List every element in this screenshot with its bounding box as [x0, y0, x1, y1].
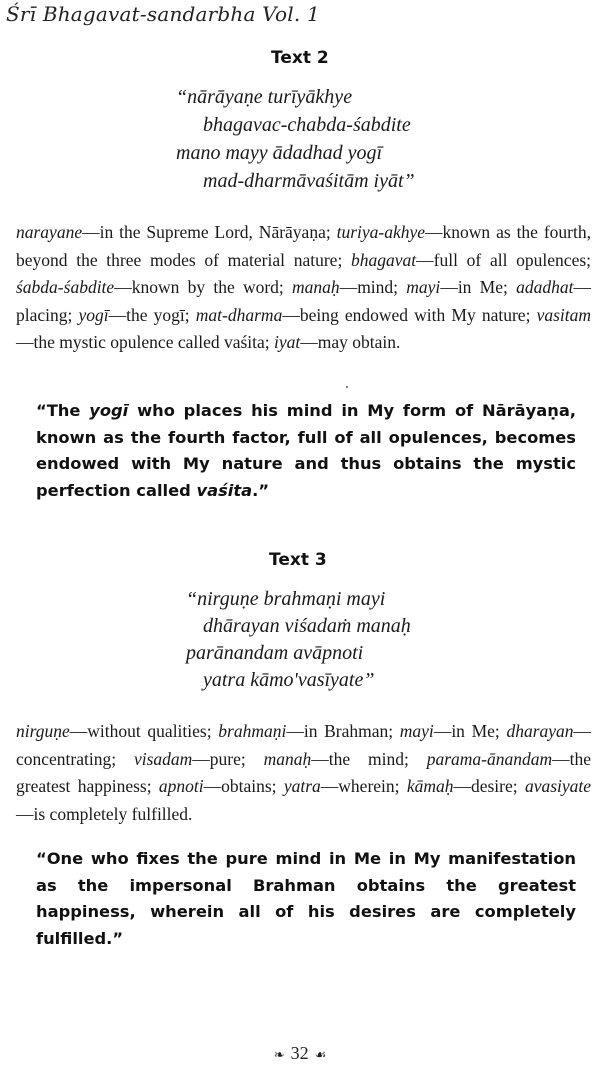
page-number: 32	[290, 1043, 309, 1063]
verse-line: mano mayy ādadhad yogī	[176, 142, 383, 164]
verse-line: “nārāyaṇe turīyākhye	[176, 86, 353, 108]
text2-synonyms: narayane—in the Supreme Lord, Nārāyaṇa; turiya-akhye—known as the fourth, beyond the three modes of material nature; bhagavat—full of all opulences; śabda-śabdite—known by the word; manaḥ—mind; mayi—in Me; adadhat—placing; yogī—the yogī; mat-dharma—being endowed with My nature; vasitam—the mystic opulence called vaśita; iyat—may obtain.	[16, 222, 592, 352]
ornament-right-icon: ☙	[314, 1046, 327, 1062]
running-head: Śrī Bhagavat-sandarbha Vol. 1	[6, 2, 320, 26]
verse-line: bhagavac-chabda-śabdite	[203, 114, 411, 136]
verse-line: mad-dharmāvaśitām iyāt”	[203, 170, 415, 192]
verse-line: dhārayan viśadaṁ manaḥ	[203, 615, 411, 637]
verse-line: yatra kāmo'vasīyate”	[203, 669, 375, 691]
text2-translation: “The yogī who places his mind in My form of Nārāyaṇa, known as the fourth factor, full of all opulences, becomes endowed with My nature and thus obtains the mystic perfection called vaśita.”	[36, 401, 576, 500]
text2-heading: Text 2	[271, 48, 329, 68]
ornament-left-icon: ❧	[273, 1046, 285, 1062]
printer-dot	[346, 386, 348, 388]
text3-heading: Text 3	[269, 550, 327, 570]
verse-line: “nirguṇe brahmaṇi mayi	[186, 588, 386, 610]
verse-line: parānandam avāpnoti	[186, 642, 364, 664]
text3-translation: “One who fixes the pure mind in Me in My manifestation as the impersonal Brahman obtains the greatest happiness, wherein all of his desires are completely fulfilled.”	[36, 849, 576, 948]
page-footer	[0, 1043, 600, 1064]
text3-synonyms: nirguṇe—without qualities; brahmaṇi—in Brahman; mayi—in Me; dharayan—concentrating; visadam—pure; manaḥ—the mind; parama-ānandam—the greatest happiness; apnoti—obtains; yatra—wherein; kāmaḥ—desire; avasiyate—is completely fulfilled.	[16, 721, 592, 824]
